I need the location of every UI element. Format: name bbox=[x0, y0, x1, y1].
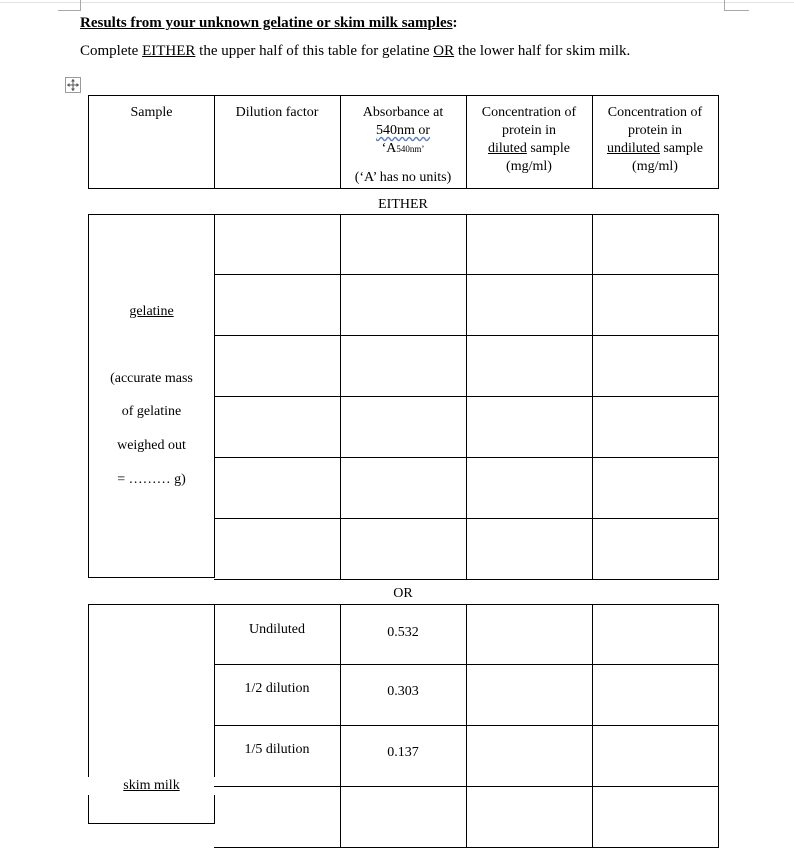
gelatine-sample-cell bbox=[88, 214, 215, 578]
skim-milk-absorbance-value: 0.303 bbox=[387, 684, 419, 699]
gelatine-row-1-absorbance-cell bbox=[340, 214, 467, 275]
gelatine-row-2-conc-diluted-cell bbox=[466, 274, 593, 336]
skim-milk-row-2-conc-undiluted-cell bbox=[592, 664, 719, 726]
table-move-handle-icon[interactable] bbox=[65, 77, 81, 93]
page-top-edge bbox=[0, 2, 794, 3]
gelatine-row-6-absorbance-cell bbox=[340, 518, 467, 580]
skim-milk-dilution-value: Undiluted bbox=[249, 622, 305, 637]
skim-milk-dilution-value: 1/2 dilution bbox=[244, 681, 310, 696]
gelatine-label: gelatine bbox=[129, 304, 174, 319]
margin-corner-mark-left bbox=[58, 0, 81, 11]
gelatine-row-2-absorbance-cell bbox=[340, 274, 467, 336]
gelatine-row-3-conc-undiluted-cell bbox=[592, 335, 719, 397]
margin-corner-mark-right bbox=[724, 0, 749, 11]
skim-milk-label: skim milk bbox=[88, 777, 215, 795]
gelatine-row-1-dilution-cell bbox=[214, 214, 341, 275]
or-label: OR bbox=[393, 586, 413, 601]
skim-milk-row-1-absorbance-cell bbox=[340, 604, 467, 665]
gelatine-row-3-conc-diluted-cell bbox=[466, 335, 593, 397]
header-conc-undiluted: Concentration of protein in undiluted sample (mg/ml) bbox=[592, 95, 719, 189]
gelatine-row-1-conc-undiluted-cell bbox=[592, 214, 719, 275]
skim-milk-row-1-conc-diluted-cell bbox=[466, 604, 593, 665]
gelatine-row-3-absorbance-cell bbox=[340, 335, 467, 397]
skim-milk-row-4-conc-diluted-cell bbox=[466, 786, 593, 848]
instructions-text: Complete EITHER the upper half of this table for gelatine OR the lower half for skim milk. bbox=[80, 43, 631, 59]
header-conc-diluted: Concentration of protein in diluted sample (mg/ml) bbox=[466, 95, 593, 189]
gelatine-mass-line-3: weighed out bbox=[117, 438, 186, 453]
document-title: Results from your unknown gelatine or skim milk samples: bbox=[80, 15, 458, 31]
gelatine-mass-line-1: (accurate mass bbox=[110, 371, 193, 386]
skim-milk-row-1-conc-undiluted-cell bbox=[592, 604, 719, 665]
gelatine-mass-line-4: = ……… g) bbox=[117, 472, 186, 487]
gelatine-row-5-dilution-cell bbox=[214, 457, 341, 519]
skim-milk-row-2-dilution-cell bbox=[214, 664, 341, 726]
skim-milk-row-3-dilution-cell bbox=[214, 725, 341, 787]
gelatine-row-4-conc-diluted-cell bbox=[466, 396, 593, 458]
gelatine-row-5-absorbance-cell bbox=[340, 457, 467, 519]
skim-milk-row-4-dilution-cell bbox=[214, 786, 341, 848]
gelatine-row-1-conc-diluted-cell bbox=[466, 214, 593, 275]
gelatine-row-4-absorbance-cell bbox=[340, 396, 467, 458]
skim-milk-row-4-conc-undiluted-cell bbox=[592, 786, 719, 848]
absorbance-units-note: (‘A’ has no units) bbox=[354, 170, 452, 185]
gelatine-row-6-conc-undiluted-cell bbox=[592, 518, 719, 580]
skim-milk-row-2-absorbance-cell bbox=[340, 664, 467, 726]
gelatine-row-2-dilution-cell bbox=[214, 274, 341, 336]
skim-milk-absorbance-value: 0.137 bbox=[387, 745, 419, 760]
gelatine-row-4-dilution-cell bbox=[214, 396, 341, 458]
header-absorbance: Absorbance at 540nm or ‘A540nm’ (‘A’ has no units) bbox=[340, 95, 467, 189]
skim-milk-row-1-dilution-cell bbox=[214, 604, 341, 665]
header-sample: Sample bbox=[88, 95, 215, 189]
gelatine-row-5-conc-diluted-cell bbox=[466, 457, 593, 519]
skim-milk-row-3-conc-diluted-cell bbox=[466, 725, 593, 787]
gelatine-row-6-conc-diluted-cell bbox=[466, 518, 593, 580]
gelatine-row-5-conc-undiluted-cell bbox=[592, 457, 719, 519]
either-label: EITHER bbox=[378, 197, 428, 212]
skim-milk-row-3-conc-undiluted-cell bbox=[592, 725, 719, 787]
gelatine-row-3-dilution-cell bbox=[214, 335, 341, 397]
gelatine-row-2-conc-undiluted-cell bbox=[592, 274, 719, 336]
gelatine-mass-line-2: of gelatine bbox=[121, 404, 182, 419]
gelatine-row-4-conc-undiluted-cell bbox=[592, 396, 719, 458]
skim-milk-row-4-absorbance-cell bbox=[340, 786, 467, 848]
skim-milk-row-2-conc-diluted-cell bbox=[466, 664, 593, 726]
skim-milk-dilution-value: 1/5 dilution bbox=[244, 742, 310, 757]
gelatine-row-6-dilution-cell bbox=[214, 518, 341, 580]
header-dilution-factor: Dilution factor bbox=[214, 95, 341, 189]
skim-milk-absorbance-value: 0.532 bbox=[387, 625, 419, 640]
skim-milk-row-3-absorbance-cell bbox=[340, 725, 467, 787]
